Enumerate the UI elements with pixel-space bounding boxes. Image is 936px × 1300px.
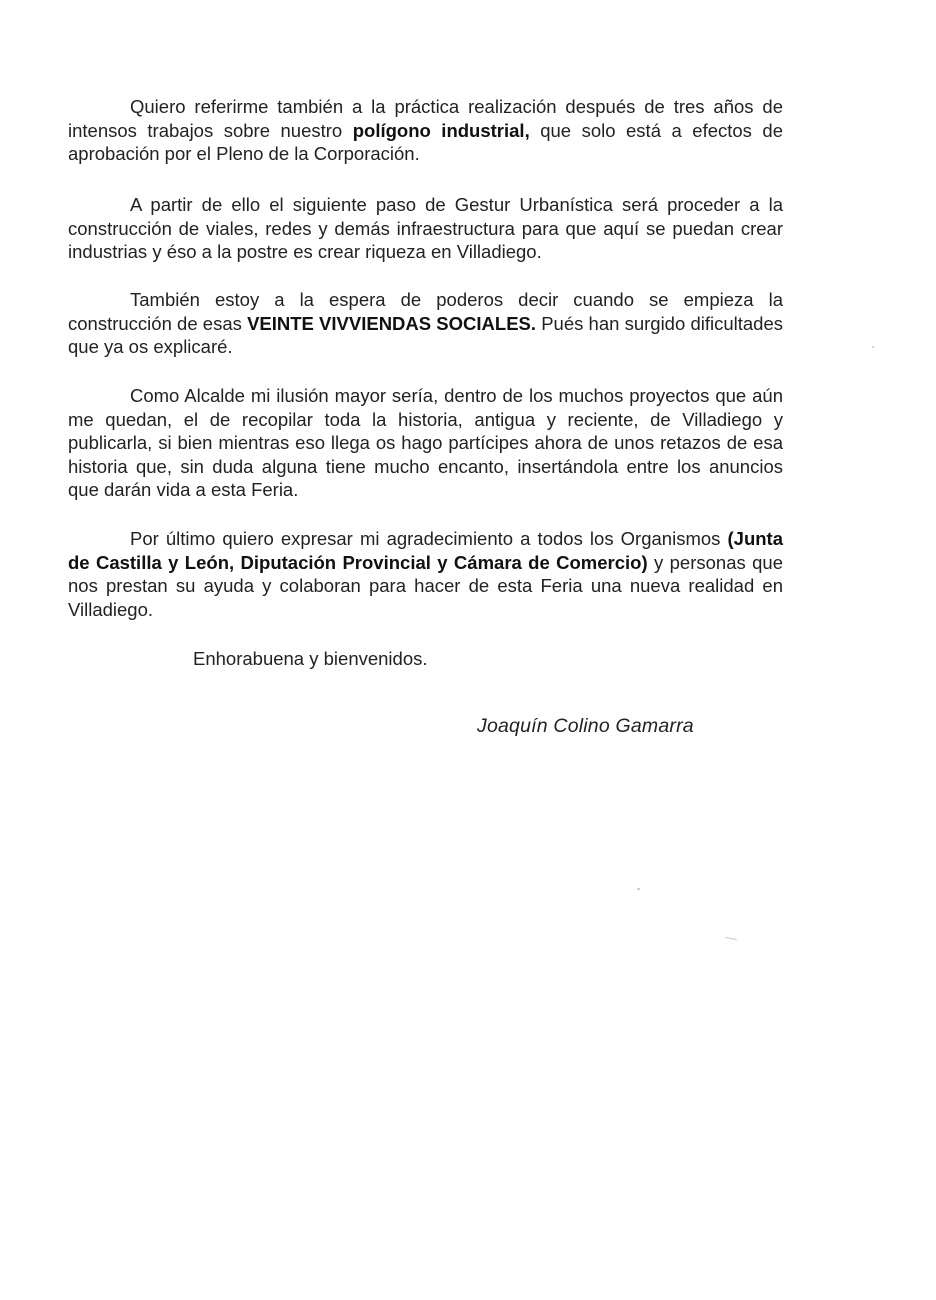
paragraph-text: y personas que nos prestan su ayuda y colaboran para hacer de esta Feria una nueva realidad en Villadiego. [68,551,783,620]
paragraph-text: Como Alcalde mi ilusión mayor sería, dentro de los muchos proyectos que aún me quedan, el de recopilar toda la historia, antigua y reciente, de Villadiego y publicarla, si bien mientras eso llega os hago partícipes ahora de unos retazos de esa historia que, sin duda alguna tiene mucho encanto, insertándola entre los anuncios que darán vida a esta Feria. [68,385,783,501]
scan-speck [872,346,874,348]
signature-name: Joaquín Colino Gamarra [477,715,694,737]
paragraph-text: Quiero referirme también a la práctica realización después de tres años de intensos trabajos sobre nuestro [68,96,783,141]
paragraph-historia [68,384,783,502]
closing-line: Enhorabuena y bienvenidos. [193,648,428,669]
paragraph-text: También estoy a la espera de poderos decir cuando se empieza la construcción de esas [68,289,783,334]
paragraph-text: que solo está a efectos de aprobación por el Pleno de la Corporación. [68,119,784,165]
bold-phrase: VEINTE VIVVIENDAS SOCIALES. [247,312,537,334]
scan-speck [637,888,640,890]
paragraph-text: A partir de ello el siguiente paso de Gestur Urbanística será proceder a la construcción de viales, redes y demás infraestructura para que aquí se puedan crear industrias y éso a la postre es crear riqueza en Villadiego. [68,194,783,263]
paragraph-gestur [68,193,783,264]
paragraph-poligono [68,95,783,166]
paragraph-agradecimiento [68,527,783,621]
bold-phrase: (Junta de Castilla y León, Diputación Provincial y Cámara de Comercio) [68,528,783,573]
paragraph-text: Por último quiero expresar mi agradecimiento a todos los Organismos [130,528,728,549]
paragraph-viviendas [68,288,783,359]
paragraph-text: Pués han surgido dificultades que ya os explicaré. [68,312,783,358]
scan-speck [725,937,737,940]
bold-phrase: polígono industrial, [352,119,530,141]
